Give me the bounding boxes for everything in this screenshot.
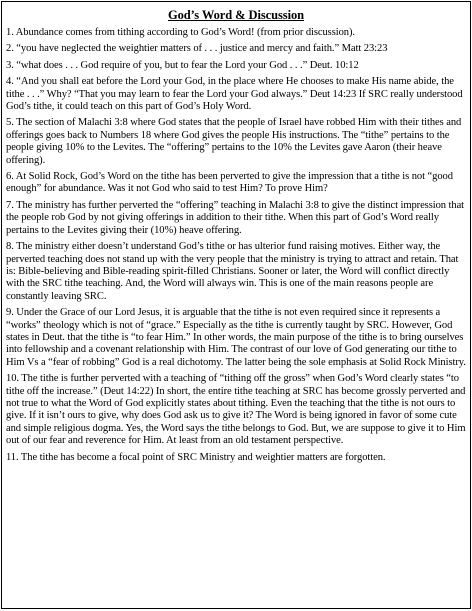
discussion-point-4: 4. “And you shall eat before the Lord your God, in the place where He chooses to make His name abide, the tithe . . .” Why? “That you may learn to fear the Lord your God always.” Deut 14:23 If SRC really understood God’s tithe, it could teach on this part of God’s Holy Word.: [6, 76, 463, 113]
discussion-point-7: 7. The ministry has further perverted the “offering” teaching in Malachi 3:8 to give the distinct impression that the people rob God by not giving offerings in addition to their tithe. When this part of God’s Word really pertains to the Levites giving their (10%) heave offering.: [6, 199, 465, 236]
discussion-point-10: 10. The tithe is further perverted with a teaching of “tithing off the gross” when God’s Word clearly states “to tithe off the increase.” (Deut 14:22) In short, the entire tithe teaching at SRC has become grossly perverted and not true to what the Word of God explicitly states about tithing. Even the teaching that the tithe is not ours to give. If it isn’t ours to give, why does God ask us to give it? The Word is being ignored in favor of some cute and simple religious dogma. Yes, the Word says the tithe belongs to God. But, we are suppose to give it to Him out of our fear and reverence for Him. At least from an old testament perspective.: [6, 373, 466, 447]
document-page: [1, 1, 471, 609]
discussion-point-5: 5. The section of Malachi 3:8 where God states that the people of Israel have robbed Him with their tithes and offerings goes back to Numbers 18 where God gives the people His instructions. The “tithe” pertains to the people giving 10% to the Levites. The “offering” pertains to the 10% the Levites gave Aaron (their heave offering).: [6, 117, 462, 166]
discussion-point-8: 8. The ministry either doesn’t understand God’s tithe or has ulterior fund raising motives. Either way, the perverted teaching does not stand up with the very people that the ministry is trying to attract and retain. That is: Bible-believing and Bible-reading spirit-filled Christians. Sooner or later, the Word will conflict directly with the SRC tithe teaching. And, the Word will always win. This is one of the main reasons people are constantly leaving SRC.: [6, 241, 459, 302]
discussion-point-9: 9. Under the Grace of our Lord Jesus, it is arguable that the tithe is not even required since it represents a “works” theology which is not of “grace.” Especially as the tithe is currently taught by SRC. However, God states in Deut. that the tithe is “to fear Him.” In other words, the main purpose of the tithe is to bring ourselves into fellowship and a covenant relationship with Him. The contrast of our love of God generating our tithe to Him Vs a “fear of robbing” God is a real dichotomy. The latter being the sole emphasis at Solid Rock Ministry.: [6, 307, 466, 368]
discussion-point-2: 2. “you have neglected the weightier matters of . . . justice and mercy and faith.” Matt 23:23: [6, 43, 388, 55]
document-title: God’s Word & Discussion: [167, 8, 305, 22]
discussion-point-3: 3. “what does . . . God require of you, but to fear the Lord your God . . .” Deut. 10:12: [6, 59, 359, 71]
discussion-point-11: 11. The tithe has become a focal point of SRC Ministry and weightier matters are forgotten.: [6, 451, 386, 463]
discussion-points-list: [6, 27, 466, 464]
discussion-point-1: 1. Abundance comes from tithing according to God’s Word! (from prior discussion).: [6, 27, 355, 38]
discussion-point-6: 6. At Solid Rock, God’s Word on the tithe has been perverted to give the impression that a tithe is not “good enough” for abundance. Was it not God who said to test Him? To prove Him?: [6, 171, 453, 195]
